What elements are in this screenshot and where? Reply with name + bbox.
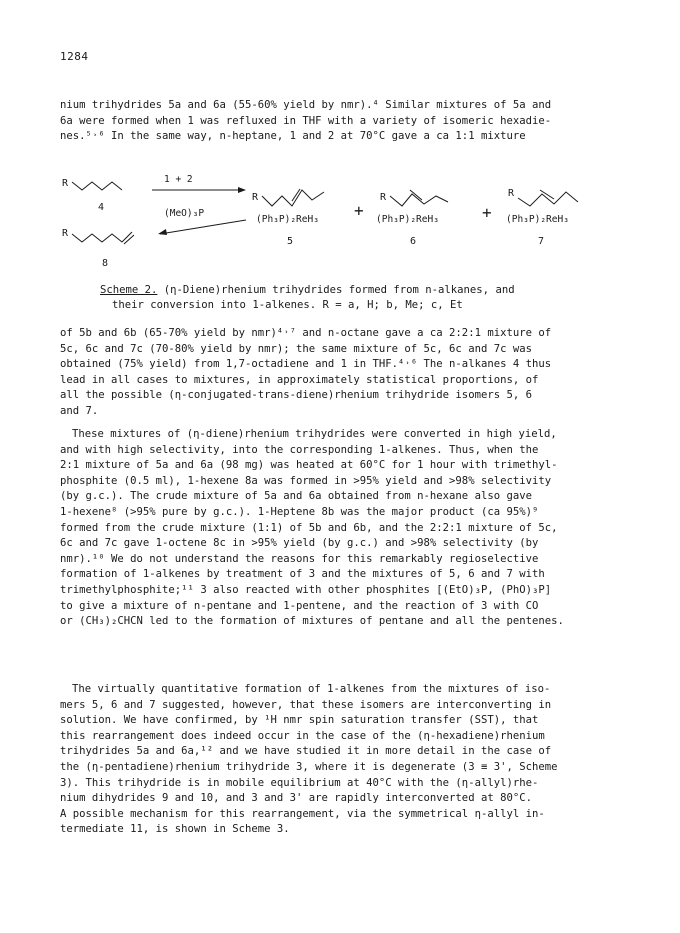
- text-line: trimethylphosphite;¹¹ 3 also reacted with other phosphites [(EtO)₃P, (PhO)₃P]: [60, 583, 552, 596]
- isomer-7-label: 7: [538, 236, 545, 247]
- isomer-6-metal: (Ph₃P)₂ReH₃: [376, 214, 439, 225]
- reactant-r-label: R: [62, 178, 69, 189]
- scheme-2-diagram: [60, 168, 640, 278]
- text-line: A possible mechanism for this rearrangement, via the symmetrical η-allyl in-: [60, 807, 545, 820]
- paragraph-4: [60, 682, 635, 838]
- text-line: solution. We have confirmed, by ¹H nmr spin saturation transfer (SST), that: [60, 714, 539, 727]
- text-line: nes.⁵˒⁶ In the same way, n-heptane, 1 and 2 at 70°C gave a ca 1:1 mixture: [60, 130, 526, 143]
- page-number: 1284: [60, 50, 89, 63]
- text-line: termediate 11, is shown in Scheme 3.: [60, 823, 290, 836]
- caption-text: (η-Diene)rhenium trihydrides formed from n-alkanes, and: [157, 284, 515, 296]
- product-number-label: 8: [102, 258, 109, 269]
- reagent-top: 1 + 2: [164, 174, 193, 185]
- text-line: These mixtures of (η-diene)rhenium trihydrides were converted in high yield,: [72, 428, 557, 440]
- text-line: or (CH₃)₂CHCN led to the formation of mixtures of pentane and all the pentenes.: [60, 615, 564, 628]
- text-line: 6a were formed when 1 was refluxed in THF with a variety of isomeric hexadie-: [60, 114, 552, 127]
- text-line: formed from the crude mixture (1:1) of 5b and 6b, and the 2:2:1 mixture of 5c,: [60, 521, 558, 534]
- text-line: this rearrangement does indeed occur in the case of the (η-hexadiene)rhenium: [60, 729, 545, 742]
- caption-label: Scheme 2.: [100, 284, 158, 296]
- text-line: (by g.c.). The crude mixture of 5a and 6a obtained from n-hexane also gave: [60, 490, 532, 503]
- text-line: The virtually quantitative formation of 1-alkenes from the mixtures of iso-: [72, 683, 551, 695]
- plus-sign: +: [482, 203, 492, 222]
- reagent-bottom: (MeO)₃P: [164, 208, 205, 219]
- text-line: nium trihydrides 5a and 6a (55-60% yield by nmr).⁴ Similar mixtures of 5a and: [60, 99, 552, 111]
- paragraph-2: [60, 326, 635, 420]
- paragraph-1: [60, 98, 635, 145]
- text-line: and 7.: [60, 404, 99, 417]
- text-line: lead in all cases to mixtures, in approximately statistical proportions, of: [60, 373, 539, 386]
- text-line: all the possible (η-conjugated-trans-diene)rhenium trihydride isomers 5, 6: [60, 389, 532, 402]
- reverse-arrow: [160, 220, 246, 234]
- forward-arrowhead: [238, 187, 246, 193]
- text-line: 3). This trihydride is in mobile equilibrium at 40°C with the (η-allyl)rhe-: [60, 776, 539, 789]
- text-line: 6c and 7c gave 1-octene 8c in >95% yield (by g.c.) and >98% selectivity (by: [60, 537, 539, 550]
- text-line: 2:1 mixture of 5a and 6a (98 mg) was heated at 60°C for 1 hour with trimethyl-: [60, 459, 558, 472]
- alkane-chain: [72, 182, 122, 190]
- isomer-5-metal: (Ph₃P)₂ReH₃: [256, 214, 319, 225]
- text-line: mers 5, 6 and 7 suggested, however, that these isomers are interconverting in: [60, 698, 552, 711]
- text-line: nium dihydrides 9 and 10, and 3 and 3' are rapidly interconverted at 80°C.: [60, 792, 532, 805]
- isomer-6-r-label: R: [380, 192, 387, 203]
- isomer-7-diene: [518, 192, 578, 206]
- alkene-chain: [72, 232, 132, 242]
- isomer-7-r-label: R: [508, 188, 515, 199]
- product-r-label: R: [62, 228, 69, 239]
- text-line: to give a mixture of n-pentane and 1-pentene, and the reaction of 3 with CO: [60, 599, 539, 612]
- text-line: trihydrides 5a and 6a,¹² and we have studied it in more detail in the case of: [60, 745, 552, 758]
- isomer-6-diene: [390, 194, 448, 206]
- text-line: obtained (75% yield) from 1,7-octadiene and 1 in THF.⁴˒⁶ The n-alkanes 4 thus: [60, 358, 552, 371]
- text-line: nmr).¹⁰ We do not understand the reasons for this remarkably regioselective: [60, 552, 539, 565]
- text-line: formation of 1-alkenes by treatment of 3 and the mixtures of 5, 6 and 7 with: [60, 568, 545, 581]
- alkene-double-bond: [124, 235, 134, 244]
- plus-sign: +: [354, 201, 364, 220]
- caption-text: their conversion into 1-alkenes. R = a, H; b, Me; c, Et: [112, 299, 463, 311]
- isomer-5-diene: [262, 190, 324, 206]
- text-line: of 5b and 6b (65-70% yield by nmr)⁴˒⁷ and n-octane gave a ca 2:2:1 mixture of: [60, 327, 552, 339]
- isomer-7-metal: (Ph₃P)₂ReH₃: [506, 214, 569, 225]
- reverse-arrowhead: [158, 229, 167, 235]
- isomer-5-label: 5: [287, 236, 294, 247]
- text-line: 1-hexene⁸ (>95% pure by g.c.). 1-Heptene 8b was the major product (ca 95%)⁹: [60, 505, 539, 518]
- reactant-number-label: 4: [98, 202, 105, 213]
- isomer-6-label: 6: [410, 236, 417, 247]
- paragraph-3: [60, 427, 635, 630]
- isomer-5-r-label: R: [252, 192, 259, 203]
- scheme-caption: [100, 283, 620, 313]
- text-line: 5c, 6c and 7c (70-80% yield by nmr); the same mixture of 5c, 6c and 7c was: [60, 342, 532, 355]
- text-line: the (η-pentadiene)rhenium trihydride 3, where it is degenerate (3 ≡ 3', Scheme: [60, 760, 558, 773]
- text-line: phosphite (0.5 ml), 1-hexene 8a was formed in >95% yield and >98% selectivity: [60, 474, 552, 487]
- text-line: and with high selectivity, into the corresponding 1-alkenes. Thus, when the: [60, 443, 539, 456]
